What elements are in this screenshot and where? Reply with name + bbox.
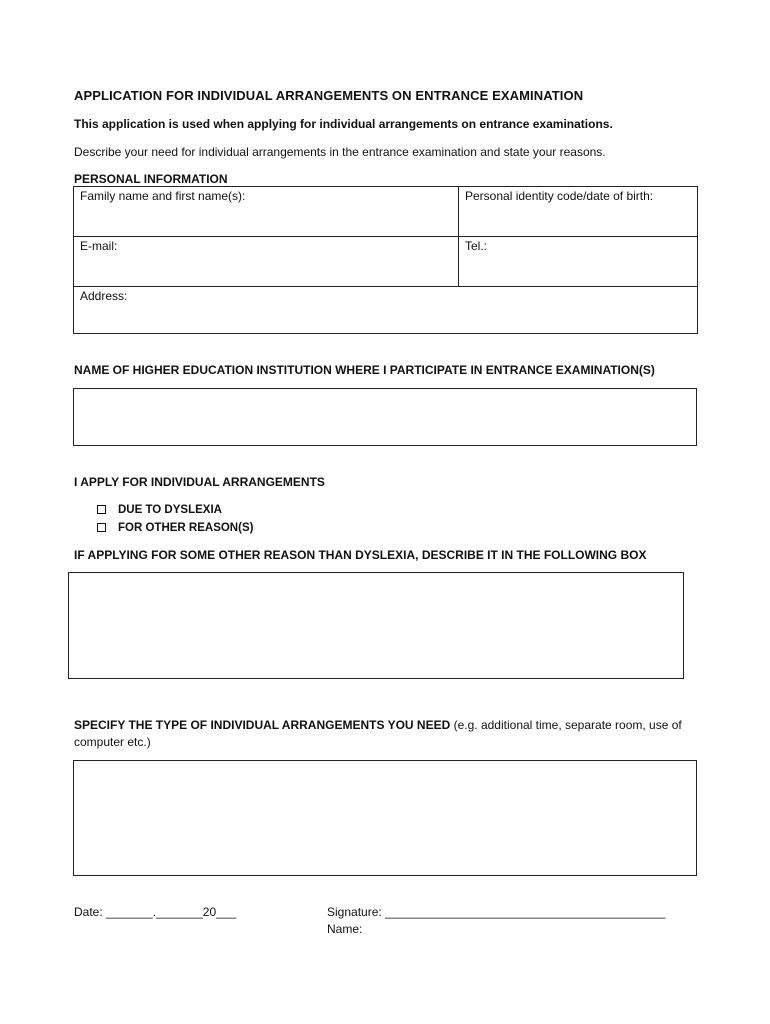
email-label: E-mail:: [80, 239, 118, 253]
tel-label: Tel.:: [465, 239, 488, 253]
other-reason-heading: IF APPLYING FOR SOME OTHER REASON THAN DYSLEXIA, DESCRIBE IT IN THE FOLLOWING BOX: [74, 548, 647, 562]
other-reason-box[interactable]: [68, 572, 684, 679]
address-label: Address:: [80, 289, 128, 303]
specify-heading: [74, 718, 682, 732]
email-field[interactable]: [74, 237, 459, 287]
checkbox-dyslexia[interactable]: [97, 505, 106, 514]
institution-heading: NAME OF HIGHER EDUCATION INSTITUTION WHERE I PARTICIPATE IN ENTRANCE EXAMINATION(S): [74, 363, 655, 377]
name-label: Family name and first name(s):: [80, 189, 246, 203]
option-other[interactable]: [97, 520, 253, 534]
specify-heading-bold: SPECIFY THE TYPE OF INDIVIDUAL ARRANGEMENTS YOU NEED: [74, 718, 451, 732]
personal-info-table: [73, 186, 698, 334]
name-line[interactable]: Name:: [327, 922, 363, 936]
apply-heading: I APPLY FOR INDIVIDUAL ARRANGEMENTS: [74, 475, 325, 489]
name-field[interactable]: [74, 187, 459, 237]
option-dyslexia[interactable]: [97, 502, 222, 516]
address-field[interactable]: [74, 287, 698, 334]
personal-info-heading: PERSONAL INFORMATION: [74, 172, 228, 186]
specify-heading-rest: (e.g. additional time, separate room, use of: [450, 718, 682, 732]
specify-box[interactable]: [73, 760, 697, 876]
tel-field[interactable]: [459, 237, 698, 287]
institution-box[interactable]: [73, 388, 697, 446]
option-dyslexia-label: DUE TO DYSLEXIA: [118, 504, 222, 516]
specify-heading-cont: computer etc.): [74, 735, 151, 749]
form-title: APPLICATION FOR INDIVIDUAL ARRANGEMENTS ON ENTRANCE EXAMINATION: [74, 88, 584, 103]
checkbox-other[interactable]: [97, 523, 106, 532]
id-label: Personal identity code/date of birth:: [465, 189, 654, 203]
id-field[interactable]: [459, 187, 698, 237]
intro-bold-text: This application is used when applying for individual arrangements on entrance examinations.: [74, 117, 613, 131]
intro-text: Describe your need for individual arrangements in the entrance examination and state your reasons.: [74, 145, 606, 159]
date-line[interactable]: Date: _______._______20___: [74, 905, 237, 919]
signature-line[interactable]: Signature: __________________________________________: [327, 905, 666, 919]
option-other-label: FOR OTHER REASON(S): [118, 522, 254, 534]
